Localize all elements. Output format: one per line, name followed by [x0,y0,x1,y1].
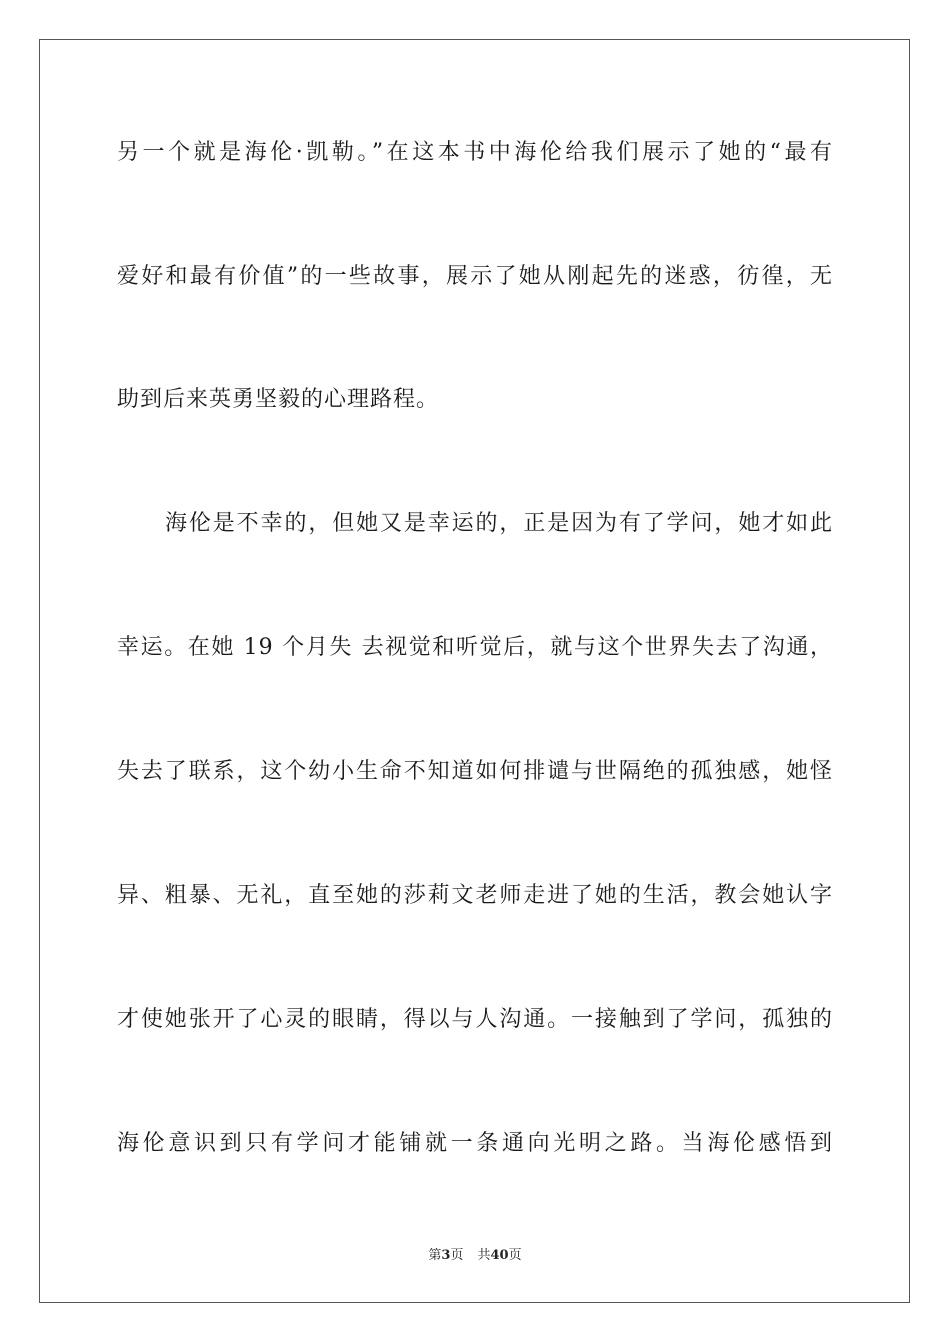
page-footer [0,1247,950,1265]
paragraph-2-line-3: 失去了联系，这个幼小生命不知道如何排谴与世隔绝的孤独感，她怪 [117,759,833,784]
paragraph-2-line-1: 海伦是不幸的，但她又是幸运的，正是因为有了学问，她才如此 [165,511,833,536]
page-number-suffix: 页 [450,1248,464,1263]
page-number-prefix: 第 [428,1248,442,1263]
total-pages-prefix: 共 [477,1248,491,1263]
paragraph-2-line-2: 幸运。在她 19 个月失 去视觉和听觉后，就与这个世界失去了沟通， [117,635,833,660]
paragraph-2-line-5: 才使她张开了心灵的眼睛，得以与人沟通。一接触到了学问，孤独的 [117,1007,833,1032]
page-border [39,39,910,1303]
paragraph-2-line-6: 海伦意识到只有学问才能铺就一条通向光明之路。当海伦感悟到 [117,1131,833,1156]
page-number: 3 [441,1248,451,1263]
body-text-line-2: 爱好和最有价值”的一些故事，展示了她从刚起先的迷惑，彷徨，无 [117,264,833,289]
paragraph-2-line-4: 异、粗暴、无礼，直至她的莎莉文老师走进了她的生活，教会她认字 [117,883,833,908]
body-text-line-1: 另一个就是海伦·凯勒。”在这本书中海伦给我们展示了她的“最有 [117,140,833,165]
total-pages: 40 [490,1248,509,1263]
total-pages-suffix: 页 [508,1248,522,1263]
body-text-line-3: 助到后来英勇坚毅的心理路程。 [117,387,440,412]
